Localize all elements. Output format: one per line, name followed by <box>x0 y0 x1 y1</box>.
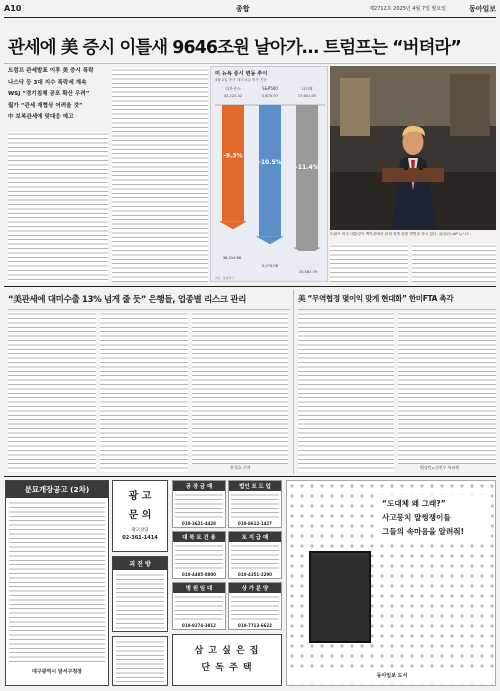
chart-source: 자료: 블룸버그 <box>215 276 235 280</box>
mid-body-1b <box>100 312 188 472</box>
mid-rule-2 <box>298 309 496 310</box>
ad-grid-body-5 <box>175 595 223 621</box>
photo-image <box>330 66 496 230</box>
ad-grid-body-3 <box>175 544 223 570</box>
mid-headline-1: “美관세에 대미수출 13% 넘게 줄 듯” 은행들, 업종별 리스크 관리 <box>8 295 247 305</box>
subhead-4: 월가 “관세 재협상 어려울 것” <box>8 102 83 109</box>
photo-caption: 트럼프 미국 대통령이 백악관에서 관세 정책 관련 발언을 하고 있다. 워싱턴=AP 뉴시스 <box>330 232 470 236</box>
ad-inquiry-line1: 광 고 <box>128 491 152 502</box>
ad-inquiry-sub: 광고상담 <box>131 528 149 533</box>
end-dow: 38,314.86 <box>222 256 242 260</box>
subhead-3: WSJ “경기침체 공포 확산 우려” <box>8 91 90 97</box>
trump-photo <box>330 66 496 230</box>
chart-bar-1 <box>222 105 244 221</box>
ad-grid-body-4 <box>231 544 279 570</box>
classified-footer: 대구광역시 달서구청장 <box>31 669 83 675</box>
chart-pct-label-1: -9.3% <box>223 152 243 160</box>
mid-byline-2: 워싱턴=신진우 특파원 <box>420 465 460 470</box>
ad-grid-phone-4: 010-4351-2290 <box>238 572 272 577</box>
ad-grid-title-4: 토 지 급 매 <box>229 532 281 542</box>
mid-headline-2: 美 “무역협정 몇이익 맞게 현대화” 한미FTA 촉각 <box>298 294 454 303</box>
mid-rule-1 <box>8 309 290 310</box>
masthead <box>4 3 496 17</box>
left-subheads <box>8 66 108 120</box>
mid-body-1a <box>8 312 96 472</box>
article-body-col1 <box>8 132 108 282</box>
ad-grid-item-5 <box>172 582 226 630</box>
ad-grid-title-6: 상 가 분 양 <box>229 583 281 593</box>
ad-grid-body-2 <box>231 493 279 519</box>
subhead-2: 나스닥 등 3대 지수 폭락세 계속 <box>8 79 87 86</box>
legend-dow: 다우존스 <box>225 86 241 91</box>
ad-grid-phone-1: 010-3621-4428 <box>182 521 216 526</box>
ad-grid-item-2 <box>228 480 282 528</box>
start-sp500: 5,670.97 <box>261 94 278 98</box>
start-dow: 42,225.32 <box>223 94 243 98</box>
mid-body-2b <box>398 312 496 464</box>
chart-pct-label-3: -11.4% <box>295 164 319 172</box>
house-ad-line2: 단 독 주 택 <box>201 663 253 673</box>
ad-grid-item-6 <box>228 582 282 630</box>
section-label: 종합 <box>236 5 250 13</box>
promo-brand: 동아일보 도서 <box>287 672 496 679</box>
ad-tall-left-title: 괴 진 방 <box>113 557 167 570</box>
ad-grid-title-5: 병 원 임 대 <box>173 583 225 593</box>
ad-grid <box>172 480 282 630</box>
ad-grid-phone-3: 010-4485-8800 <box>182 572 216 577</box>
ad-inquiry-phone: 02-361-1414 <box>122 535 158 541</box>
section-divider-1 <box>4 286 496 287</box>
ad-tall-left-body <box>116 573 164 631</box>
main-headline: 관세에 美 증시 이틀새 9646조원 날아가… 트럼프는 “버텨라” <box>8 38 461 58</box>
masthead-rule <box>4 17 496 18</box>
chart-bar-2 <box>259 105 281 236</box>
promo-ad <box>286 480 496 686</box>
mid-body-1c <box>192 312 288 464</box>
chart-arrow-3 <box>293 248 321 252</box>
chart-plot <box>211 101 329 251</box>
promo-headline-box <box>379 495 491 540</box>
chart-pct-label-2: -10.5% <box>258 159 282 167</box>
headline-rule <box>4 63 496 64</box>
chart-arrow-1 <box>219 221 247 229</box>
promo-headline-1: “도대체 왜 그래?” <box>382 499 446 508</box>
issue-date: 제2712호 2025년 4월 7일 월요일 <box>369 6 446 12</box>
classified-title: 분묘개장공고 (2차) <box>6 481 108 498</box>
page-number: A10 <box>4 4 22 13</box>
subhead-1: 트럼프 관세발표 이후 美 증시 폭락 <box>8 68 94 74</box>
mid-byline-1: 홍석호 기자 <box>230 465 251 470</box>
ad-small-left-body <box>116 640 164 682</box>
promo-headline-3: 그들의 속마음을 알려줘! <box>382 527 465 536</box>
chart-subtitle: 4월 2일 종가 대비 4일 종가 기준 <box>215 78 267 82</box>
promo-book <box>309 551 371 643</box>
ad-inquiry-line2: 문 의 <box>128 510 152 521</box>
start-nasdaq: 17,601.05 <box>297 94 317 98</box>
legend-sp500: S&P500 <box>262 86 278 91</box>
mid-body-2a <box>298 312 394 472</box>
classified-notice <box>5 480 109 686</box>
column-divider <box>293 290 294 474</box>
ad-grid-title-1: 공 장 금 매 <box>173 481 225 491</box>
classified-body <box>9 501 105 665</box>
ad-grid-phone-2: 010-8612-1427 <box>238 521 272 526</box>
subhead-5: 中 보복관세에 맞대응 예고 <box>8 114 74 120</box>
chart-arrow-2 <box>256 236 284 244</box>
market-chart <box>210 66 328 282</box>
article-body-col2 <box>112 68 208 282</box>
house-ad <box>172 634 282 686</box>
ad-grid-phone-6: 010-7713-6622 <box>238 623 272 628</box>
ad-grid-item-3 <box>172 531 226 579</box>
ad-grid-item-1 <box>172 480 226 528</box>
ad-tall-left <box>112 556 168 632</box>
end-sp500: 5,074.08 <box>261 264 278 268</box>
ad-grid-title-2: 법인 포 도 업 <box>229 481 281 491</box>
paper-name: 동아일보 <box>468 5 496 13</box>
article-body-col4 <box>412 244 496 282</box>
article-body-col3 <box>330 244 408 282</box>
ad-grid-item-4 <box>228 531 282 579</box>
ad-inquiry <box>112 480 168 552</box>
chart-bar-3 <box>296 105 318 248</box>
chart-title: 미 뉴욕 증시 변동 추이 <box>215 71 268 77</box>
ad-grid-body-1 <box>175 493 223 519</box>
legend-nasdaq: 나스닥 <box>301 86 313 91</box>
ad-grid-body-6 <box>231 595 279 621</box>
ad-grid-phone-5: 010-9274-3812 <box>182 623 216 628</box>
house-ad-line1: 삼 고 싶 은 집 <box>194 646 260 656</box>
section-divider-2 <box>4 476 496 477</box>
ad-small-left <box>112 636 168 686</box>
promo-headline-2: 사고뭉치 말썽쟁이들 <box>382 513 451 522</box>
end-nasdaq: 15,587.79 <box>298 270 318 274</box>
ad-grid-title-3: 대 북 토 건 용 <box>173 532 225 542</box>
